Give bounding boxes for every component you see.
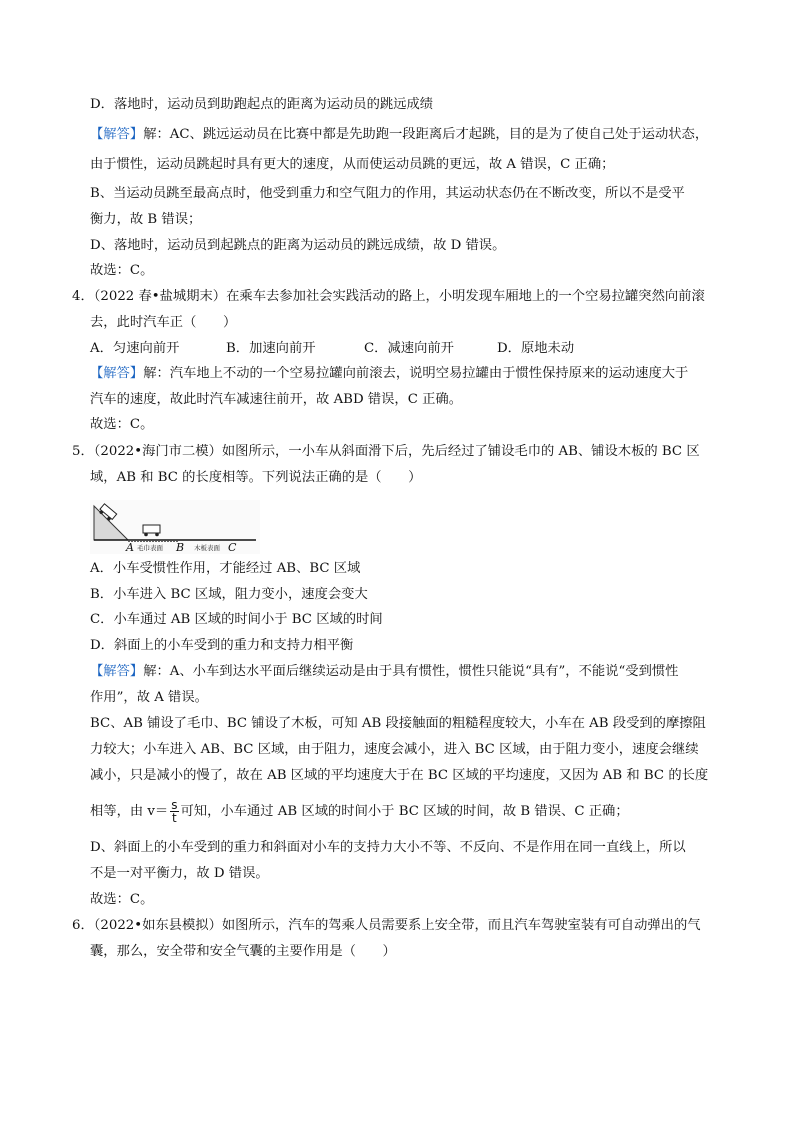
q5-option-b: B．小车进入 BC 区域，阻力变小，速度会变大 bbox=[90, 587, 368, 602]
answer-tag: 【解答】 bbox=[90, 366, 144, 381]
towel-surface-label: 毛巾表面 bbox=[137, 544, 163, 552]
q5-option-d: D．斜面上的小车受到的重力和支持力相平衡 bbox=[90, 638, 354, 653]
point-c-label: C bbox=[228, 541, 237, 554]
q5-answer-line-5: 减小，只是减小的慢了，故在 AB 区域的平均速度大于在 BC 区域的平均速度，又因为 AB 和 BC 的长度 bbox=[90, 768, 709, 783]
q5-option-c: C．小车通过 AB 区域的时间小于 BC 区域的时间 bbox=[90, 612, 383, 627]
q6-stem-line-2: 囊，那么，安全带和安全气囊的主要作用是（ ） bbox=[90, 944, 396, 959]
q4-option-c: C．减速向前开 bbox=[364, 341, 454, 356]
q4-option-a: A．匀速向前开 bbox=[90, 341, 180, 356]
q4-option-d: D．原地未动 bbox=[497, 341, 575, 356]
board-surface-label: 木板表面 bbox=[194, 544, 220, 552]
q4-answer-line-2: 汽车的速度，故此时汽车减速往前开，故 ABD 错误，C 正确。 bbox=[90, 392, 463, 407]
point-b-label: B bbox=[176, 541, 185, 554]
velocity-fraction: $\frac{s}{t}$ bbox=[171, 798, 178, 825]
incline-cart-figure bbox=[90, 500, 260, 554]
answer-tag: 【解答】 bbox=[90, 664, 144, 679]
q3-option-d: D．落地时，运动员到助跑起点的距离为运动员的跳远成绩 bbox=[90, 97, 434, 112]
q5-answer-line-3: BC、AB 铺设了毛巾、BC 铺设了木板，可知 AB 段接触面的粗糙程度较大，小车在 AB 段受到的摩擦阻 bbox=[90, 716, 706, 731]
q5-answer-line-6: 相等，由 v＝ $\frac{s}{t}$ 可知，小车通过 AB 区域的时间小于 BC 区域的时间，故 B 错误、C 正确； bbox=[90, 798, 629, 825]
q5-stem-line-1: 5．（2022•海门市二模）如图所示，一小车从斜面滑下后，先后经过了铺设毛巾的 AB、铺设木板的 BC 区 bbox=[72, 444, 700, 459]
q3-answer-line-3: B、当运动员跳至最高点时，他受到重力和空气阻力的作用，其运动状态仍在不断改变，所以不是受平 bbox=[90, 186, 685, 201]
q3-answer-line-4: 衡力，故 B 错误； bbox=[90, 212, 202, 227]
q4-stem-line-1: 4．（2022 春•盐城期末）在乘车去参加社会实践活动的路上，小明发现车厢地上的一个空易拉罐突然向前滚 bbox=[72, 289, 705, 304]
q3-conclusion: 故选：C。 bbox=[90, 263, 154, 278]
incline-cart-diagram bbox=[90, 500, 260, 554]
q5-answer-line-4: 力较大；小车进入 AB、BC 区域，由于阻力，速度会减小，进入 BC 区域，由于阻力变小，速度会继续 bbox=[90, 742, 699, 757]
q4-stem-line-2: 去，此时汽车正（ ） bbox=[90, 315, 237, 330]
q5-stem-line-2: 域，AB 和 BC 的长度相等。下列说法正确的是（ ） bbox=[90, 470, 422, 485]
q4-conclusion: 故选：C。 bbox=[90, 417, 154, 432]
q3-answer-line-5: D、落地时，运动员到起跳点的距离为运动员的跳远成绩，故 D 错误。 bbox=[90, 238, 506, 253]
q5-option-a: A．小车受惯性作用，才能经过 AB、BC 区域 bbox=[90, 561, 361, 576]
answer-tag: 【解答】 bbox=[90, 127, 144, 142]
q5-answer-line-2: 作用”，故 A 错误。 bbox=[90, 690, 208, 705]
q4-answer-line-1: 【解答】解：汽车地上不动的一个空易拉罐向前滚去，说明空易拉罐由于惯性保持原来的运动速度大于 bbox=[90, 366, 689, 381]
q3-answer-line-1: 【解答】解：AC、跳远运动员在比赛中都是先助跑一段距离后才起跳，目的是为了使自己处于运动状态， bbox=[90, 127, 709, 142]
q3-answer-line-2: 由于惯性，运动员跳起时具有更大的速度，从而使运动员跳的更远，故 A 错误，C 正确； bbox=[90, 157, 615, 172]
q5-conclusion: 故选：C。 bbox=[90, 892, 154, 907]
point-a-label: A bbox=[126, 541, 134, 554]
q5-answer-line-7: D、斜面上的小车受到的重力和斜面对小车的支持力大小不等、不反向、不是作用在同一直线上，所以 bbox=[90, 840, 686, 855]
q6-stem-line-1: 6．（2022•如东县模拟）如图所示，汽车的驾乘人员需要系上安全带，而且汽车驾驶室装有可自动弹出的气 bbox=[72, 918, 701, 933]
q5-answer-line-8: 不是一对平衡力，故 D 错误。 bbox=[90, 866, 269, 881]
q4-option-b: B．加速向前开 bbox=[226, 341, 316, 356]
q5-answer-line-1: 【解答】解：A、小车到达水平面后继续运动是由于具有惯性，惯性只能说“具有”，不能说“受到惯性 bbox=[90, 664, 679, 679]
